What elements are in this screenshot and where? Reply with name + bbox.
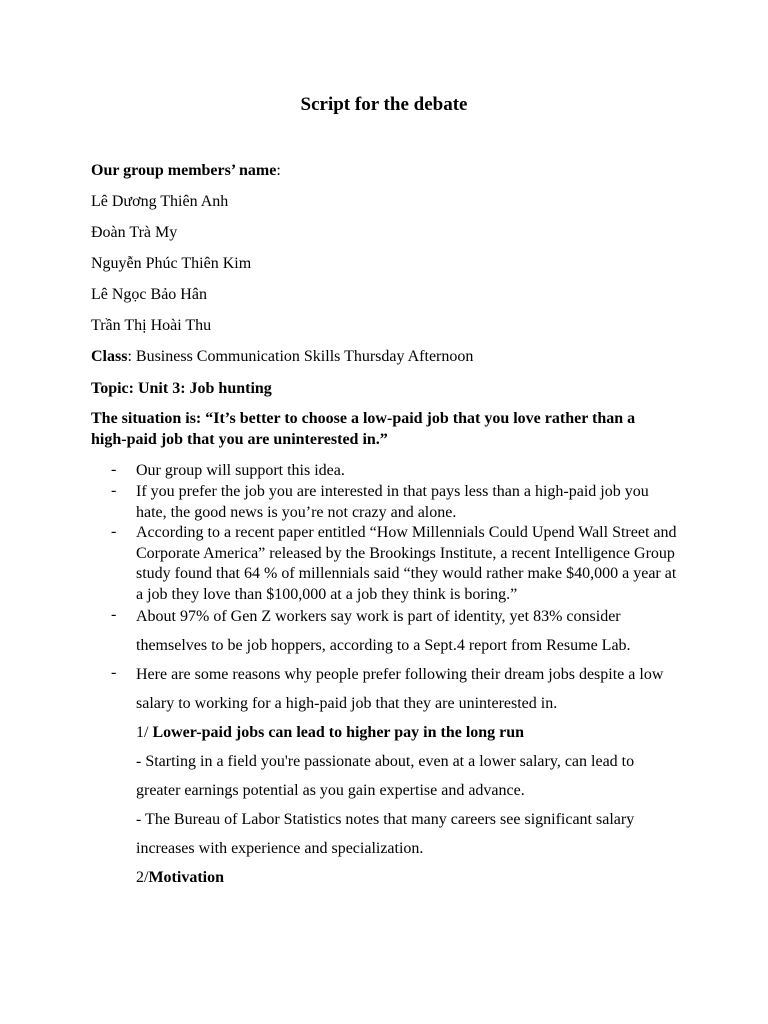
members-colon: : [276, 162, 281, 179]
list-item [91, 482, 681, 523]
member-name: Lê Ngọc Bảo Hân [91, 286, 207, 303]
bullet-text: Our group will support this idea. [136, 462, 345, 479]
reason-1-point: - The Bureau of Labor Statistics notes that many careers see significant salary increases with experience and specialization. [136, 811, 635, 857]
list-item [91, 461, 681, 482]
class-line [91, 346, 473, 367]
member-name: Trần Thị Hoài Thu [91, 317, 212, 334]
bullet-text: According to a recent paper entitled “How Millennials Could Upend Wall Street and Corporate America” released by the Brookings Institute, a recent Intelligence Group study found that 64 % of millennials said “they would rather make $40,000 a year at a job they love than $100,000 at a job they think is boring.” [136, 524, 677, 603]
reason-1-number: 1/ [136, 724, 153, 741]
class-label: Class [91, 348, 128, 365]
class-value: : Business Communication Skills Thursday Afternoon [127, 348, 474, 365]
list-item [91, 523, 681, 605]
member-name: Lê Dương Thiên Anh [91, 193, 229, 210]
bullet-text: If you prefer the job you are interested in that pays less than a high-paid job you hate, the good news is you’re not crazy and alone. [136, 483, 649, 521]
members-label: Our group members’ name [91, 162, 277, 179]
list-item [91, 660, 681, 718]
reason-2-number: 2/ [136, 869, 149, 886]
bullet-text: Here are some reasons why people prefer following their dream jobs despite a low salary to working for a high-paid job that they are uninterested in. [136, 666, 664, 712]
reason-1-heading [136, 718, 676, 747]
bullet-marker: - [111, 523, 117, 540]
topic-line: Topic: Unit 3: Job hunting [91, 380, 272, 397]
member-name: Nguyễn Phúc Thiên Kim [91, 255, 252, 272]
reason-2-title: Motivation [148, 869, 224, 886]
members-heading [91, 160, 281, 181]
bullet-marker: - [111, 461, 117, 478]
bullet-text: About 97% of Gen Z workers say work is part of identity, yet 83% consider themselves to be job hoppers, according to a Sept.4 report from Resume Lab. [136, 608, 631, 654]
member-name: Đoàn Trà My [91, 224, 178, 241]
list-item [91, 602, 681, 660]
document-title: Script for the debate [300, 94, 468, 115]
reason-2-heading [136, 863, 676, 892]
bullet-marker: - [111, 606, 117, 623]
reason-1-title: Lower-paid jobs can lead to higher pay in the long run [152, 724, 525, 741]
bullet-marker: - [111, 664, 117, 681]
reason-1-point: - Starting in a field you're passionate about, even at a lower salary, can lead to greater earnings potential as you gain expertise and advance. [136, 753, 635, 799]
bullet-marker: - [111, 482, 117, 499]
situation-statement: The situation is: “It’s better to choose a low-paid job that you love rather than a high-paid job that you are uninterested in.” [91, 410, 636, 448]
